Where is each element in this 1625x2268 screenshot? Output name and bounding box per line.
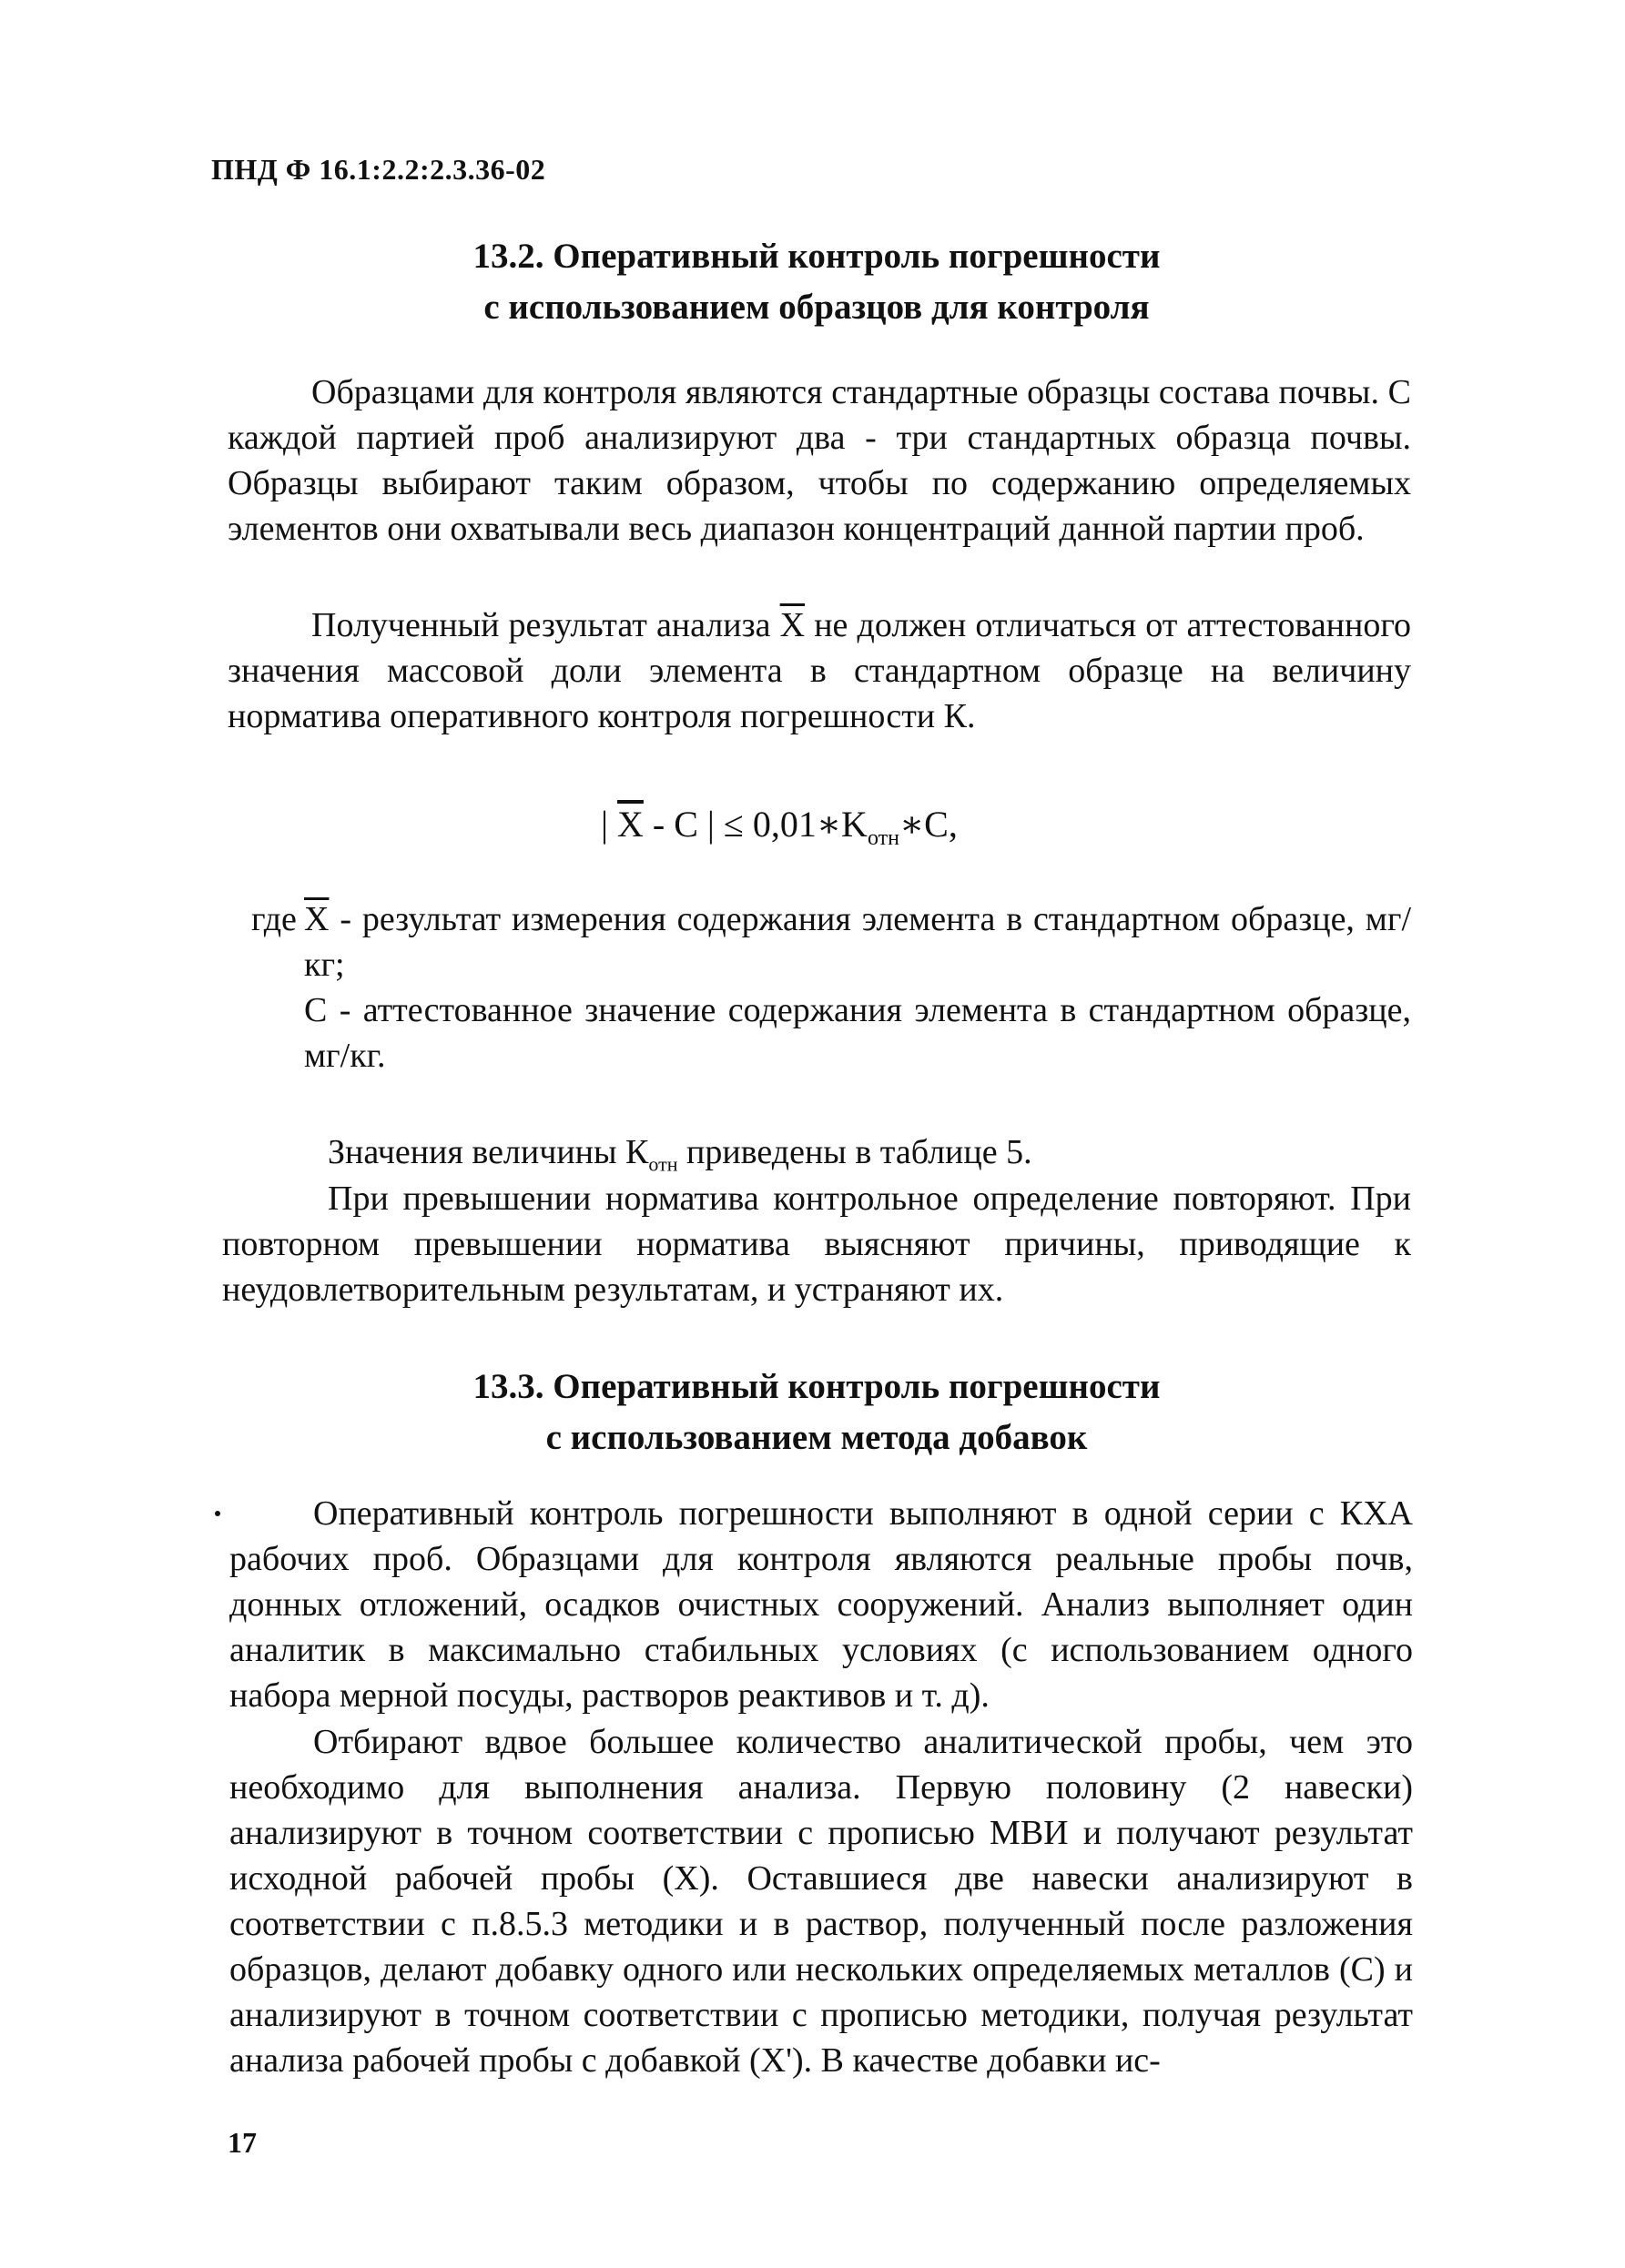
paragraph-3-subscript: отн (648, 1152, 678, 1176)
document-code: ПНД Ф 16.1:2.2:2.3.36-02 (211, 153, 546, 186)
paragraph-3-text-after: приведены в таблице 5. (677, 1133, 1032, 1171)
legend-x-definition (304, 896, 1411, 987)
section-13-2-paragraph-4: При превышении норматива контрольное определение повторяют. При повторном превышении норматива выясняют причины, приводящие к неудовлетворительным результатам, и устраняют их. (222, 1180, 1411, 1309)
legend-x-bar: $\overline{X}$ (304, 900, 330, 938)
stray-dot-mark (215, 1511, 220, 1516)
section-13-2-heading (211, 231, 1422, 333)
paragraph-3-text-before: Значения величины К (328, 1133, 649, 1171)
formula-abs-open: | (601, 804, 618, 845)
section-13-3-paragraph-1: Оперативный контроль погрешности выполняют в одной серии с КХА рабочих проб. Образцами для контроля являются реальные пробы почв, донных отложений, осадков очистных сооружений. Анализ выполняет один аналитик в максимально стабильных условиях (с использованием одного набора мерной посуды, растворов реактивов и т. д). (229, 1494, 1413, 1715)
formula-x-bar: $\overline{X}$ (617, 804, 644, 845)
page-number: 17 (228, 2126, 257, 2159)
control-formula (601, 799, 958, 864)
formula-middle: - C | ≤ 0,01∗K (643, 804, 868, 845)
legend-x-text: - результат измерения содержания элемента в стандартном образце, мг/кг; (304, 900, 1411, 984)
legend-c-definition: С - аттестованное значение содержания элемента в стандартном образце, мг/кг. (304, 991, 1411, 1075)
section-13-2-title-line2: с использованием образцов для контроля (483, 288, 1150, 327)
section-13-2-paragraph-1: Образцами для контроля являются стандартные образцы состава почвы. С каждой партией проб анализируют два - три стандартных образца почвы. Образцы выбирают таким образом, чтобы по содержанию определяемых элементов они охватывали весь диапазон концентраций данной партии проб. (228, 373, 1411, 548)
formula-subscript: отн (867, 826, 899, 850)
section-13-3-paragraph-2: Отбирают вдвое большее количество аналитической пробы, чем это необходимо для выполнения анализа. Первую половину (2 навески) анализируют в точном соответствии с прописью МВИ и получают результат исходной рабочей пробы (X). Оставшиеся две навески анализируют в соответствии с п.8.5.3 методики и в раствор, полученный после разложения образцов, делают добавку одного или нескольких определяемых металлов (С) и анализируют в точном соответствии с прописью методики, получая результат анализа рабочей пробы с добавкой (X'). В качестве добавки ис- (229, 1723, 1413, 2080)
section-13-3-title-line1: 13.3. Оперативный контроль погрешности (472, 1367, 1161, 1406)
formula-end: ∗C, (899, 804, 958, 845)
paragraph-2-text-before: Полученный результат анализа (311, 606, 780, 644)
paragraph-2-text-after: не должен отличаться от аттестованного значения массовой доли элемента в стандартном образце на величину норматива оперативного контроля погрешности К. (228, 606, 1411, 735)
formula-legend (251, 896, 1411, 1078)
x-bar-symbol: $\overline{X}$ (779, 606, 806, 644)
section-13-3-heading (211, 1362, 1422, 1463)
section-13-2-paragraph-2 (228, 602, 1411, 739)
section-13-3-title-line2: с использованием метода добавок (545, 1418, 1088, 1457)
section-13-2-title-line1: 13.2. Оперативный контроль погрешности (472, 237, 1161, 276)
legend-where-word: где (251, 900, 297, 938)
legend-row-x (251, 896, 1411, 987)
